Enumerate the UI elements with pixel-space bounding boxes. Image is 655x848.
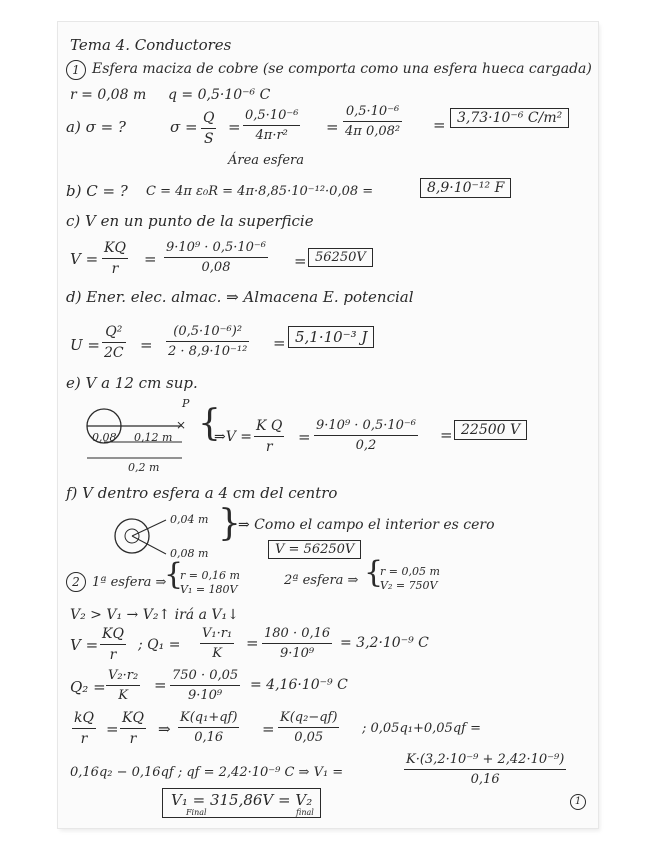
sphere1-label: 1ª esfera ⇒ <box>92 575 167 590</box>
v-fraction: $\frac{KQ}{r}$ <box>102 626 124 663</box>
q1-fraction-1: $\frac{\text{V₁·r₁}}{K}$ <box>202 626 233 661</box>
q2-result: = 4,16·10⁻⁹ C <box>250 677 348 693</box>
part-c-fraction-1: $\frac{KQ}{r}$ <box>104 240 126 277</box>
q2-lhs: Q₂ = <box>70 678 106 696</box>
diagram-total-label: 0,2 m <box>128 461 160 474</box>
part-c-fraction-2: $\frac{\text{9·10⁹ · 0,5·10⁻⁶}}{0,08}$ <box>166 240 266 275</box>
inner-radius-label: 0,04 m <box>170 513 209 526</box>
part-a-result: 3,73·10⁻⁶ C/m² <box>450 108 569 128</box>
part-a-label: a) σ = ? <box>66 118 126 136</box>
outer-radius-label: 0,08 m <box>170 547 209 560</box>
eq-fraction-3: $\frac{\text{K(q₁+qf)}}{0,16}$ <box>180 710 238 745</box>
part-d-lhs: U = <box>70 336 100 354</box>
part-a-fraction-2: $\frac{\text{0,5·10⁻⁶}}{\text{4π·r²}}$ <box>245 108 299 143</box>
q2-fraction-2: $\frac{750 \cdot 0,05}{\text{9·10⁹}}$ <box>172 668 239 703</box>
part-f-explanation: ⇒ Como el campo el interior es cero <box>238 517 495 533</box>
part-e-fraction-2: $\frac{\text{9·10⁹ · 0,5·10⁻⁶}}{0,2}$ <box>316 418 416 453</box>
part-a-lhs: σ = <box>170 118 198 136</box>
part-d-fraction-1: $\frac{\text{Q²}}{2C}$ <box>104 324 124 361</box>
part-f-result: V = 56250V <box>268 540 361 559</box>
eq-arrow: ⇒ <box>158 720 171 738</box>
sphere1-potential: V₁ = 180V <box>180 583 238 596</box>
part-e-result: 22500 V <box>454 420 527 440</box>
eq-tail: ; 0,05q₁+0,05qf = <box>362 721 481 736</box>
given-charge: q = 0,5·10⁻⁶ C <box>168 87 271 103</box>
part-c-label: c) V en un punto de la superficie <box>66 212 314 230</box>
part-a-fraction-3: $\frac{\text{0,5·10⁻⁶}}{\text{4π 0,08²}}$ <box>345 104 401 139</box>
area-note: Área esfera <box>228 153 305 168</box>
page-header: Tema 4. Conductores <box>70 36 232 54</box>
part-e-label: e) V a 12 cm sup. <box>66 374 198 392</box>
svg-text:×: × <box>176 418 187 432</box>
diagram-point-p: P <box>182 397 190 410</box>
part-e-lhs: ⇒V = <box>214 429 253 445</box>
sphere1-radius: r = 0,16 m <box>180 569 240 582</box>
sphere2-radius: r = 0,05 m <box>380 565 440 578</box>
notebook-page: Tema 4. Conductores 1 Esfera maciza de cobre (se comporta como una esfera hueca cargada) r = 0,08 m q = 0,5·10⁻⁶ C a) σ = ? σ = $\frac{Q}{S}$ = $\frac{\text{0,5·10⁻⁶}}{\text{4π·r²}}$ = $\frac{\text{0,5·10⁻⁶}}{\text{4π 0,08²}}$ = 3,73·10⁻⁶ C/m² Área esfera b) C = ? C = 4π ε₀R = 4π·8,85·10⁻¹²·0,08 = 8,9·10⁻¹² F c) V en un punto de la superficie V = $\frac{KQ}{r}$ = $\frac{\text{9·10⁹ · 0,5·10⁻⁶}}{0,08}$ = 56250V d) Ener. elec. almac. ⇒ Almacena E. potencial U = $\frac{\text{Q²}}{2C}$ = $\frac{\text{(0,5·10⁻⁶)²}}{\text{2 · 8,9·10⁻¹²}}$ = 5,1·10⁻³ J e) V a 12 cm sup. × P 0,08 0,12 m 0,2 m { ⇒V = $\frac{\text{K Q}}{r}$ = $\frac{\text{9·10⁹ · 0,5·10⁻⁶}}{0,2}$ = 22500 V f) V dentro esfera a 4 cm del centro 0,04 m 0,08 m } ⇒ Como el campo el interior es cero V = 56250V 2 1ª esfera ⇒ { r = 0,16 m V₁ = 180V 2ª esfera ⇒ { r = 0,05 m V₂ = 750V V₂ > V₁ → V₂↑ irá a V₁↓ V = $\frac{KQ}{r}$ ; Q₁ = $\frac{\text{V₁·r₁}}{K}$ = $\frac{180 \cdot 0,16}{\text{9·10⁹}}$ = 3,2·10⁻⁹ C Q₂ = $\frac{\text{V₂·r₂}}{K}$ = $\frac{750 \cdot 0,05}{\text{9·10⁹}}$ = 4,16·10⁻⁹ C $\frac{kQ}{r}$ = $\frac{KQ}{r}$ ⇒ $\frac{\text{K(q₁+qf)}}{0,16}$ = $\frac{\text{K(q₂−qf)}}{0,05}$ ; 0,05q₁+0,05qf = 0,16q₂ − 0,16qf ; qf = 2,42·10⁻⁹ C ⇒ V₁ = $\frac{\text{K·(3,2·10⁻⁹ + 2,42·10⁻⁹)}}{0,16}$ V₁ = 315,86V = V₂ Final final 1 <box>58 22 598 828</box>
diagram-12cm-label: 0,12 m <box>134 431 173 444</box>
final-result-text: V₁ = 315,86V = V₂ <box>171 791 313 809</box>
part-c-lhs: V = <box>70 250 99 268</box>
final-subscript-1: Final <box>186 808 207 817</box>
problem-2-number: 2 <box>66 572 86 592</box>
q1-lhs: ; Q₁ = <box>138 637 181 653</box>
final-subscript-2: final <box>296 808 314 817</box>
part-c-result: 56250V <box>308 248 373 267</box>
sphere2-potential: V₂ = 750V <box>380 579 438 592</box>
eq-fraction-4: $\frac{\text{K(q₂−qf)}}{0,05}$ <box>280 710 338 745</box>
part-a-fraction-1: $\frac{Q}{S}$ <box>203 110 215 147</box>
sphere2-label: 2ª esfera ⇒ <box>284 573 359 588</box>
potential-relation: V₂ > V₁ → V₂↑ irá a V₁↓ <box>70 607 239 623</box>
page-number: 1 <box>570 794 586 810</box>
q1-fraction-2: $\frac{180 \cdot 0,16}{\text{9·10⁹}}$ <box>264 626 331 661</box>
problem-1-statement: Esfera maciza de cobre (se comporta como una esfera hueca cargada) <box>92 61 592 77</box>
part-d-fraction-2: $\frac{\text{(0,5·10⁻⁶)²}}{\text{2 · 8,9·10⁻¹²}}$ <box>168 324 248 359</box>
given-radius: r = 0,08 m <box>70 87 147 103</box>
part-d-label: d) Ener. elec. almac. ⇒ Almacena E. potencial <box>66 288 414 306</box>
part-b-expression: C = 4π ε₀R = 4π·8,85·10⁻¹²·0,08 = <box>146 184 374 199</box>
eq-fraction-1: $\frac{kQ}{r}$ <box>74 710 94 747</box>
v-lhs: V = <box>70 636 99 654</box>
part-f-label: f) V dentro esfera a 4 cm del centro <box>66 484 338 502</box>
part-b-label: b) C = ? <box>66 182 128 200</box>
part-d-result: 5,1·10⁻³ J <box>288 326 374 348</box>
part-b-result: 8,9·10⁻¹² F <box>420 178 511 198</box>
q1-result: = 3,2·10⁻⁹ C <box>340 635 429 651</box>
problem-1-number: 1 <box>66 60 86 80</box>
eq-fraction-2: $\frac{KQ}{r}$ <box>122 710 144 747</box>
part-e-fraction-1: $\frac{\text{K Q}}{r}$ <box>256 418 283 455</box>
diagram-radius-label: 0,08 <box>92 431 117 444</box>
v1-final-fraction: $\frac{\text{K·(3,2·10⁻⁹ + 2,42·10⁻⁹)}}{0,16}$ <box>406 752 565 787</box>
final-derivation: 0,16q₂ − 0,16qf ; qf = 2,42·10⁻⁹ C ⇒ V₁ = <box>70 765 344 780</box>
q2-fraction-1: $\frac{\text{V₂·r₂}}{K}$ <box>108 668 139 703</box>
